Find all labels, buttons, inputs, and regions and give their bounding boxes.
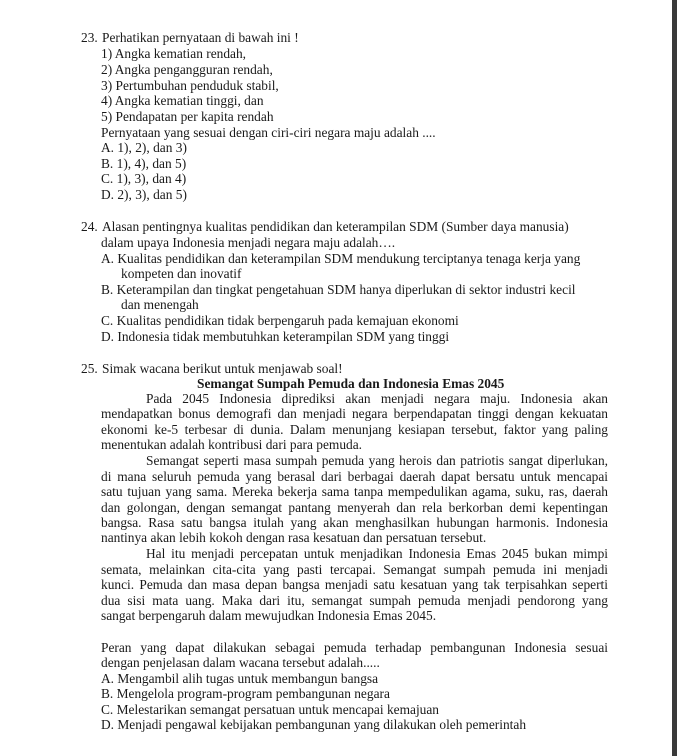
passage-line: dua sisi mata uang. Maka dari itu, semangat sumpah pemuda menjadi pendorong yang xyxy=(101,593,608,608)
q25-option-d: D. Menjadi pengawal kebijakan pembangunan yang dilakukan oleh pemerintah xyxy=(101,717,527,732)
passage-line: Hal itu menjadi percepatan untuk menjadikan Indonesia Emas 2045 bukan mimpi xyxy=(146,546,608,561)
passage-line: Semangat seperti masa sumpah pemuda yang herois dan patriotis sangat diperlukan, xyxy=(146,453,608,468)
q25-prompt: Simak wacana berikut untuk menjawab soal! xyxy=(102,361,343,376)
q23-option-a: A. 1), 2), dan 3) xyxy=(101,140,187,155)
q25-option-b: B. Mengelola program-program pembangunan negara xyxy=(101,686,390,701)
q23-number: 23. xyxy=(81,30,98,45)
q25-question: Peran yang dapat dilakukan sebagai pemuda terhadap pembangunan Indonesia sesuai xyxy=(101,640,608,655)
q25-option-c: C. Melestarikan semangat persatuan untuk mencapai kemajuan xyxy=(101,702,439,717)
q23-statement: 4) Angka kematian tinggi, dan xyxy=(101,93,264,108)
q23-statement: 2) Angka pengangguran rendah, xyxy=(101,62,273,77)
q23-option-b: B. 1), 4), dan 5) xyxy=(101,156,187,171)
passage-line: menentukan adalah kontribusi dari para pemuda. xyxy=(101,437,363,452)
q24-prompt: Alasan pentingnya kualitas pendidikan dan keterampilan SDM (Sumber daya manusia) xyxy=(102,219,569,234)
q23-statement: 3) Pertumbuhan penduduk stabil, xyxy=(101,78,279,93)
passage-line: semata, melainkan cita-cita yang pasti tercapai. Semangat sumpah pemuda ini menjadi xyxy=(101,562,608,577)
q25-option-a: A. Mengambil alih tugas untuk membangun bangsa xyxy=(101,671,379,686)
passage-title: Semangat Sumpah Pemuda dan Indonesia Emas 2045 xyxy=(197,376,505,391)
q24-option-d: D. Indonesia tidak membutuhkan keterampilan SDM yang tinggi xyxy=(101,329,450,344)
q24-prompt: dalam upaya Indonesia menjadi negara maju adalah…. xyxy=(101,235,396,250)
q24-option-b-cont: dan menengah xyxy=(121,297,199,312)
passage-line: ekonomi ke-5 terbesar di dunia. Dalam menunjang kesiapan tersebut, faktor yang paling xyxy=(101,422,608,437)
passage-line: nantinya akan lebih kokoh dengan rasa kesatuan dan persatuan tersebut. xyxy=(101,530,487,545)
passage-line: mendapatkan bonus demografi dan menjadi negara berpendapatan tinggi dengan kekuatan xyxy=(101,406,608,421)
q23-option-d: D. 2), 3), dan 5) xyxy=(101,187,187,202)
q23-statement: 5) Pendapatan per kapita rendah xyxy=(101,109,274,124)
passage-line: bangsa. Rasa satu bangsa itulah yang akan menghasilkan hubungan harmonis. Indonesia xyxy=(101,515,608,530)
q23-prompt: Perhatikan pernyataan di bawah ini ! xyxy=(102,30,299,45)
q24-option-b: B. Keterampilan dan tingkat pengetahuan SDM hanya diperlukan di sektor industri kecil xyxy=(101,282,576,297)
q23-question: Pernyataan yang sesuai dengan ciri-ciri negara maju adalah .... xyxy=(101,125,436,140)
q24-option-a-cont: kompeten dan inovatif xyxy=(121,266,242,281)
q25-number: 25. xyxy=(81,361,98,376)
passage-line: satu tujuan yang sama. Mereka bekerja sama tanpa mempedulikan agama, suku, ras, daerah xyxy=(101,484,608,499)
passage-line: kunci. Pemuda dan masa depan bangsa menjadi satu kesatuan yang tak terpisahkan seperti xyxy=(101,577,608,592)
passage-line: dan golongan, dengan semangat pantang menyerah dan rela berkorban demi kepentingan xyxy=(101,500,608,515)
q23-statement: 1) Angka kematian rendah, xyxy=(101,46,247,61)
q25-question: dengan penjelasan dalam wacana tersebut adalah..... xyxy=(101,655,380,670)
q24-option-a: A. Kualitas pendidikan dan keterampilan SDM mendukung terciptanya tenaga kerja yang xyxy=(101,251,581,266)
q24-option-c: C. Kualitas pendidikan tidak berpengaruh pada kemajuan ekonomi xyxy=(101,313,459,328)
page-edge-border xyxy=(672,0,677,756)
q24-number: 24. xyxy=(81,219,98,234)
passage-line: sangat berpengaruh dalam mewujudkan Indonesia Emas 2045. xyxy=(101,608,437,623)
passage-line: Pada 2045 Indonesia diprediksi akan menjadi negara maju. Indonesia akan xyxy=(146,391,608,406)
passage-line: di mana seluruh pemuda yang berasal dari berbagai daerah dapat bersatu untuk mencapai xyxy=(101,469,608,484)
q23-option-c: C. 1), 3), dan 4) xyxy=(101,171,187,186)
